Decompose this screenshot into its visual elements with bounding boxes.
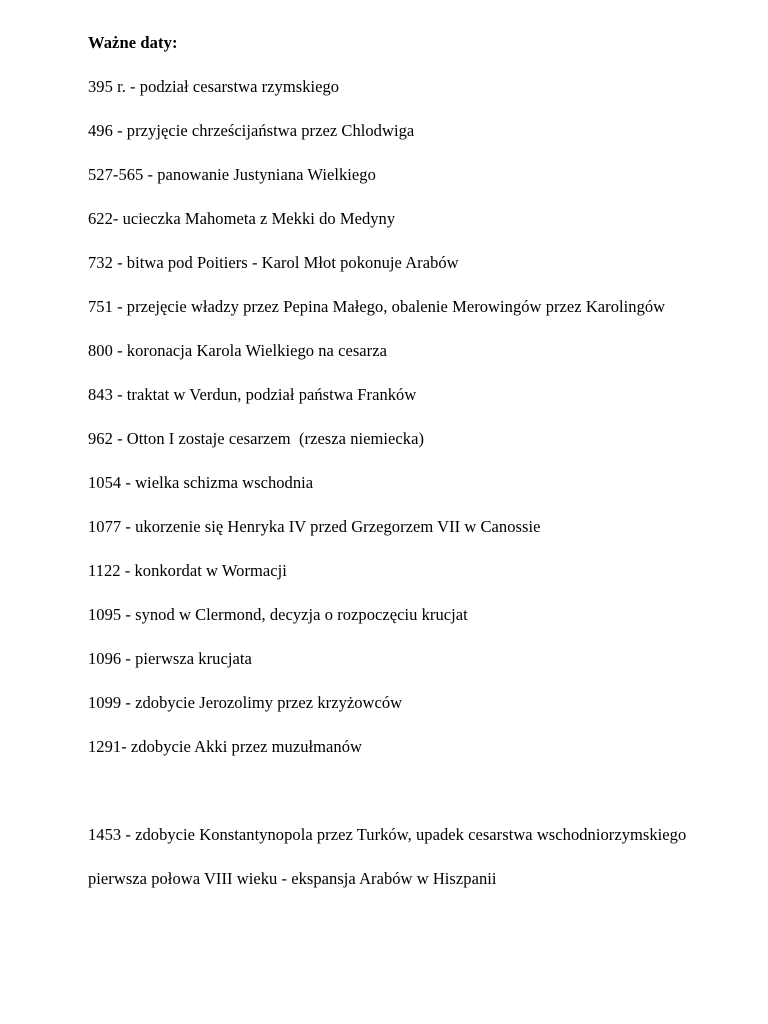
date-entry: 395 r. - podział cesarstwa rzymskiego (88, 77, 340, 96)
date-entry: 1077 - ukorzenie się Henryka IV przed Grzegorzem VII w Canossie (88, 517, 541, 536)
date-entry: 1453 - zdobycie Konstantynopola przez Turków, upadek cesarstwa wschodniorzymskiego (88, 825, 687, 844)
date-entry: 751 - przejęcie władzy przez Pepina Małego, obalenie Merowingów przez Karolingów (88, 297, 666, 316)
date-entry: 843 - traktat w Verdun, podział państwa Franków (88, 385, 417, 404)
date-entry: 732 - bitwa pod Poitiers - Karol Młot pokonuje Arabów (88, 253, 459, 272)
date-entry: 622- ucieczka Mahometa z Mekki do Medyny (88, 209, 396, 228)
date-entry: 1122 - konkordat w Wormacji (88, 561, 287, 580)
date-entry: 527-565 - panowanie Justyniana Wielkiego (88, 165, 376, 184)
date-entry: 496 - przyjęcie chrześcijaństwa przez Chlodwiga (88, 121, 415, 140)
date-entry: 1099 - zdobycie Jerozolimy przez krzyżowców (88, 693, 403, 712)
date-entry: 1291- zdobycie Akki przez muzułmanów (88, 737, 362, 756)
date-entries-list (88, 74, 708, 891)
date-entry: 1096 - pierwsza krucjata (88, 649, 252, 668)
date-entry: 1054 - wielka schizma wschodnia (88, 473, 314, 492)
page-title: Ważne daty: (88, 33, 178, 52)
date-entry: 800 - koronacja Karola Wielkiego na cesarza (88, 341, 387, 360)
date-entry: pierwsza połowa VIII wieku - ekspansja Arabów w Hiszpanii (88, 869, 497, 888)
date-entry: 962 - Otton I zostaje cesarzem (rzesza niemiecka) (88, 429, 424, 448)
date-entry: 1095 - synod w Clermond, decyzja o rozpoczęciu krucjat (88, 605, 468, 624)
